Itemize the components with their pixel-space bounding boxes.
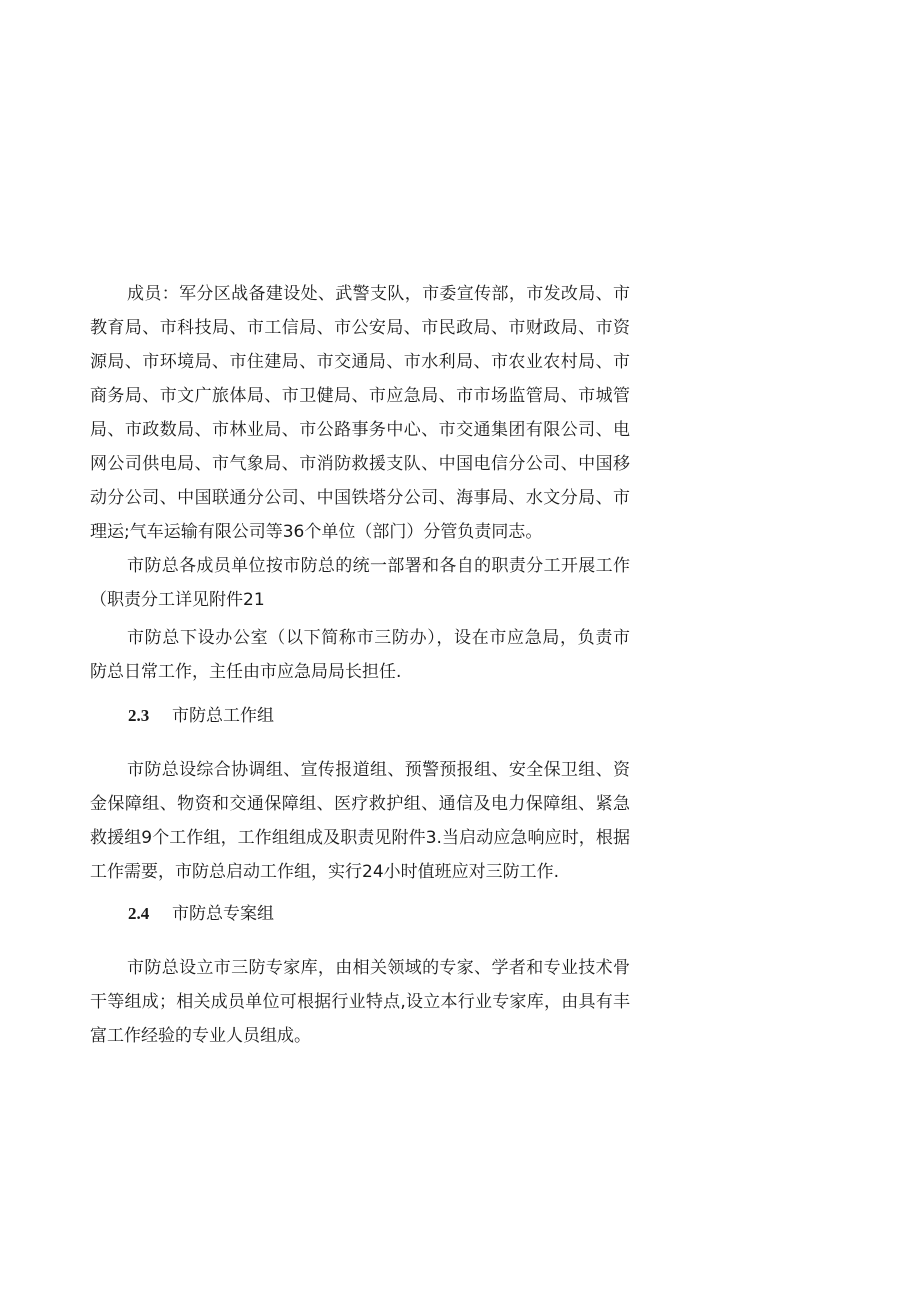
workgroup-line-3: 救援组9个工作组，工作组组成及职责见附件3.当启动应急响应时，根据 xyxy=(90,828,630,848)
section-number: 2.3 xyxy=(128,706,150,725)
members-line-3: 源局、市环境局、市住建局、市交通局、市水利局、市农业农村局、市 xyxy=(90,352,630,372)
expert-line-3: 富工作经验的专业人员组成。 xyxy=(90,1026,311,1046)
office-line-2: 防总日常工作，主任由市应急局局长担任. xyxy=(90,662,402,682)
members-line-8: 理运;气车运输有限公司等36个单位（部门）分管负责同志。 xyxy=(90,522,543,542)
section-title: 市防总工作组 xyxy=(172,706,274,726)
members-line-4: 商务局、市文广旅体局、市卫健局、市应急局、市市场监管局、市城管 xyxy=(90,386,630,406)
section-heading-2-4 xyxy=(128,902,274,926)
duty-line-2: （职责分工详见附件21 xyxy=(90,590,265,610)
duty-line-1: 市防总各成员单位按市防总的统一部署和各自的职责分工开展工作 xyxy=(127,556,630,576)
members-line-6: 网公司供电局、市气象局、市消防救援支队、中国电信分公司、中国移 xyxy=(90,454,630,474)
workgroup-line-1: 市防总设综合协调组、宣传报道组、预警预报组、安全保卫组、资 xyxy=(127,760,630,780)
office-line-1: 市防总下设办公室（以下简称市三防办），设在市应急局，负责市 xyxy=(127,628,630,648)
members-line-7: 动分公司、中国联通分公司、中国铁塔分公司、海事局、水文分局、市 xyxy=(90,488,630,508)
section-title: 市防总专案组 xyxy=(172,904,274,924)
workgroup-line-4: 工作需要，市防总启动工作组，实行24小时值班应对三防工作. xyxy=(90,862,560,882)
workgroup-line-2: 金保障组、物资和交通保障组、医疗救护组、通信及电力保障组、紧急 xyxy=(90,794,630,814)
members-line-5: 局、市政数局、市林业局、市公路事务中心、市交通集团有限公司、电 xyxy=(90,420,630,440)
section-number: 2.4 xyxy=(128,904,150,923)
expert-line-2: 干等组成；相关成员单位可根据行业特点,设立本行业专家库，由具有丰 xyxy=(90,992,630,1012)
members-line-1: 成员：军分区战备建设处、武警支队，市委宣传部，市发改局、市 xyxy=(127,284,630,304)
expert-line-1: 市防总设立市三防专家库，由相关领域的专家、学者和专业技术骨 xyxy=(127,958,630,978)
section-heading-2-3 xyxy=(128,704,274,728)
members-line-2: 教育局、市科技局、市工信局、市公安局、市民政局、市财政局、市资 xyxy=(90,318,630,338)
